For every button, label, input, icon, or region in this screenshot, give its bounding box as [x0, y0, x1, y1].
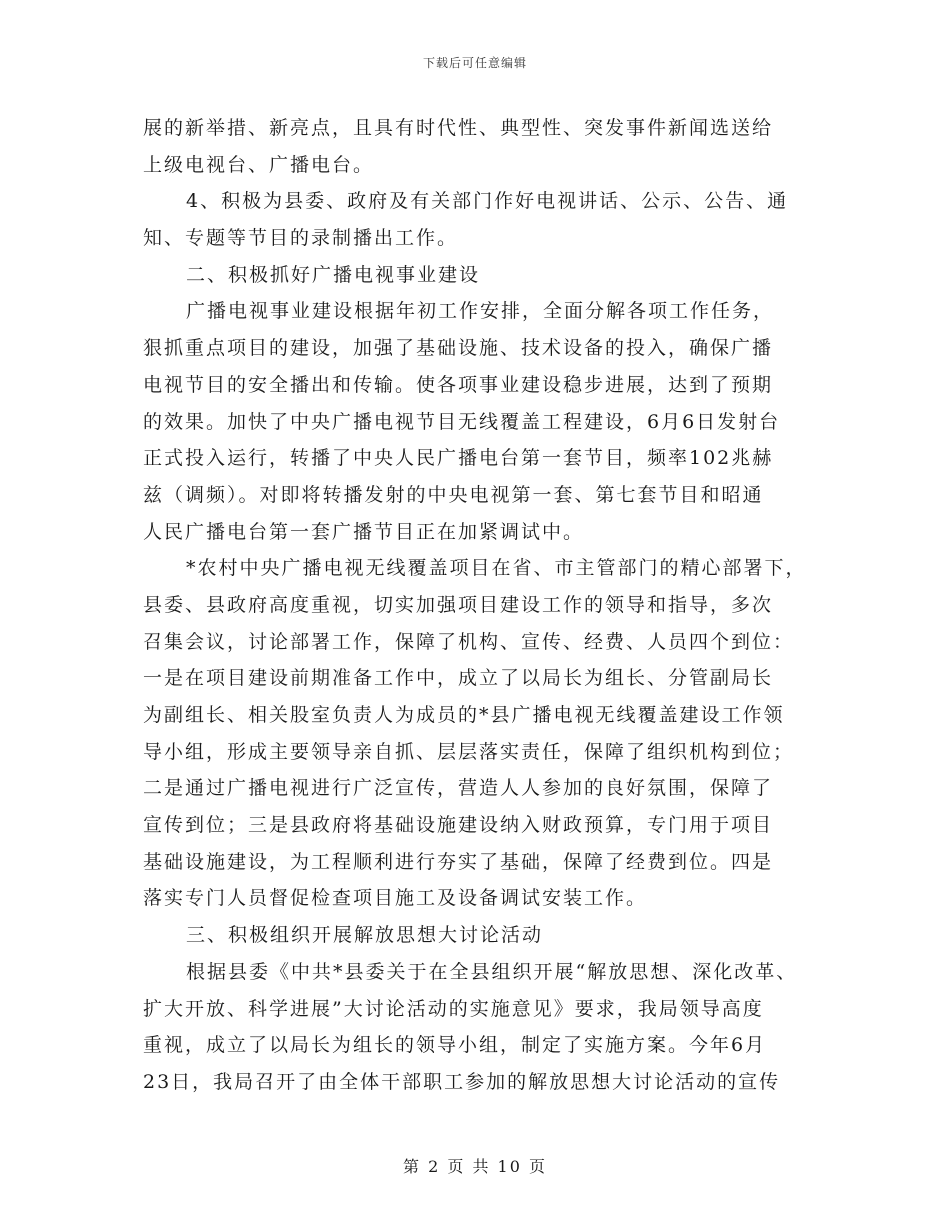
- text-line: 的效果。加快了中央广播电视节目无线覆盖工程建设，6月6日发射台: [143, 410, 781, 433]
- text-line: 根据县委《中共*县委关于在全县组织开展“解放思想、深化改革、: [186, 960, 798, 983]
- text-line: 23日，我局召开了由全体干部职工参加的解放思想大讨论活动的宣传: [143, 1070, 781, 1093]
- text-line: 宣传到位；三是县政府将基础设施建设纳入财政预算，专门用于项目: [143, 814, 774, 837]
- text-line: 为副组长、相关股室负责人为成员的*县广播电视无线覆盖建设工作领: [143, 704, 785, 726]
- page-header: 下载后可任意编辑: [422, 56, 527, 70]
- text-line: 上级电视台、广播电台。: [143, 153, 375, 176]
- text-line: 扩大开放、科学进展”大讨论活动的实施意见》要求，我局领导高度: [143, 997, 764, 1020]
- text-line: 召集会议，讨论部署工作，保障了机构、宣传、经费、人员四个到位：: [143, 630, 795, 653]
- text-line: 落实专门人员督促检查项目施工及设备调试安装工作。: [143, 887, 648, 910]
- text-line: 电视节目的安全播出和传输。使各项事业建设稳步进展，达到了预期: [143, 373, 774, 396]
- text-line: 狠抓重点项目的建设，加强了基础设施、技术设备的投入，确保广播: [143, 337, 774, 360]
- text-line: 县委、县政府高度重视，切实加强项目建设工作的领导和指导，多次: [143, 593, 774, 616]
- text-line: 三、积极组织开展解放思想大讨论活动: [186, 924, 544, 947]
- text-line: 知、专题等节目的录制播出工作。: [143, 227, 459, 250]
- text-line: 兹（调频）。对即将转播发射的中央电视第一套、第七套节目和昭通: [143, 483, 764, 506]
- text-line: 重视，成立了以局长为组长的领导小组，制定了实施方案。今年6月: [143, 1034, 767, 1057]
- document-body: [143, 110, 823, 1101]
- text-line: 正式投入运行，转播了中央人民广播电台第一套节目，频率102兆赫: [143, 447, 774, 470]
- text-line: 展的新举措、新亮点，且具有时代性、典型性、突发事件新闻选送给: [143, 117, 774, 139]
- text-line: *农村中央广播电视无线覆盖项目在省、市主管部门的精心部署下，: [186, 557, 807, 580]
- text-line: 基础设施建设，为工程顺利进行夯实了基础，保障了经费到位。四是: [143, 850, 774, 873]
- page-footer: 第 2 页 共 10 页: [403, 1157, 547, 1176]
- text-line: 导小组，形成主要领导亲自抓、层层落实责任，保障了组织机构到位；: [143, 740, 795, 763]
- text-line: 二、积极抓好广播电视事业建设: [186, 263, 481, 286]
- text-line: 一是在项目建设前期准备工作中，成立了以局长为组长、分管副局长: [143, 667, 774, 690]
- text-line: 人民广播电台第一套广播节目正在加紧调试中。: [143, 520, 585, 543]
- text-line: 4、积极为县委、政府及有关部门作好电视讲话、公示、公告、通: [186, 190, 789, 213]
- text-line: 广播电视事业建设根据年初工作安排，全面分解各项工作任务，: [186, 300, 775, 323]
- text-line: 二是通过广播电视进行广泛宣传，营造人人参加的良好氛围，保障了: [143, 777, 774, 800]
